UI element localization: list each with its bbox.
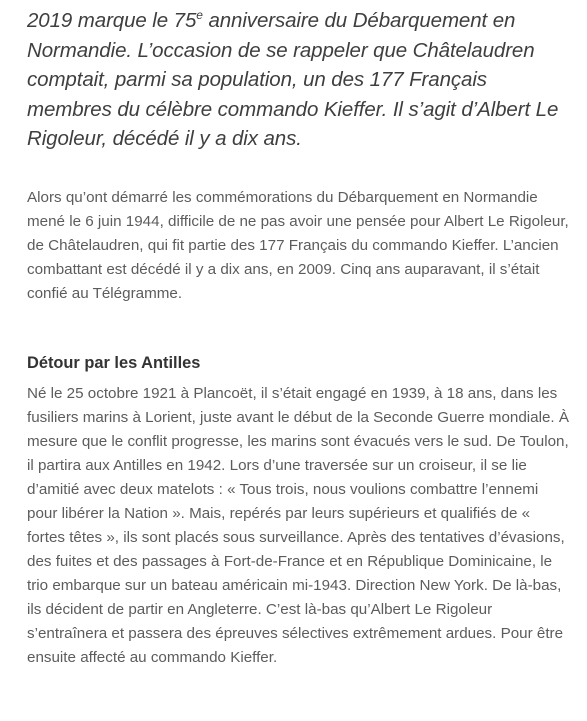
lead-ordinal-suffix: e (196, 8, 203, 23)
lead-year: 2019 marque le 75 (27, 9, 197, 32)
lead-paragraph (27, 6, 572, 154)
section-paragraph: Né le 25 octobre 1921 à Plancoët, il s’était engagé en 1939, à 18 ans, dans les fusiliers marins à Lorient, juste avant le début de la Seconde Guerre mondiale. À mesure que le conflit progresse, les marins sont évacués vers le sud. De Toulon, il partira aux Antilles en 1942. Lors d’une traversée sur un croiseur, il se lie d’amitié avec deux matelots : « Tous trois, nous voulions combattre l’ennemi pour libérer la Nation ». Mais, repérés par leurs supérieurs et qualifiés de « fortes têtes », ils sont placés sous surveillance. Après des tentatives d’évasions, des fuites et des passages à Fort-de-France et en République Dominicaine, le trio embarque sur un bateau américain mi-1943. Direction New York. De là-bas, ils décident de partir en Angleterre. C’est là-bas qu’Albert Le Rigoleur s’entraînera et passera des épreuves sélectives extrêmement ardues. Pour être ensuite affecté au commando Kieffer. (27, 385, 569, 666)
article (27, 6, 572, 666)
intro-paragraph: Alors qu’ont démarré les commémorations du Débarquement en Normandie mené le 6 juin 1944, difficile de ne pas avoir une pensée pour Albert Le Rigoleur, de Châtelaudren, qui fit partie des 177 Français du commando Kieffer. L’ancien combattant est décédé il y a dix ans, en 2009. Cinq ans auparavant, il s’était confié au Télégramme. (27, 189, 569, 302)
lead-rest: anniversaire du Débarquement en Normandie. L’occasion de se rappeler que Châtelaudren comptait, parmi sa population, un des 177 Français membres du célèbre commando Kieffer. Il s’agit d’Albert Le Rigoleur, décédé il y a dix ans. (27, 9, 559, 151)
section-heading: Détour par les Antilles (27, 354, 201, 372)
